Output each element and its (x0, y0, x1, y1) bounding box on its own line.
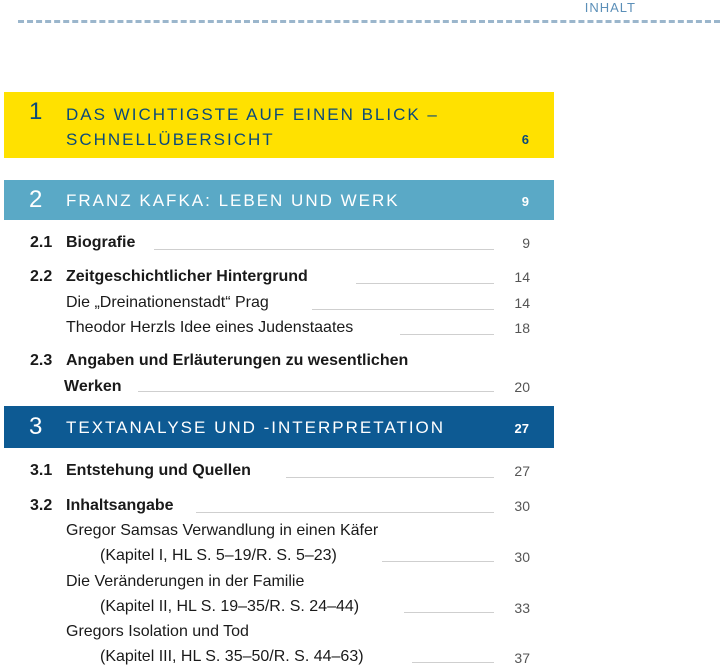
chapter-number: 2 (29, 186, 43, 213)
leader-line (312, 309, 494, 310)
page-number: 30 (514, 549, 530, 565)
page-number: 14 (514, 269, 530, 285)
chapter-3-banner[interactable] (4, 406, 554, 448)
section-title: Entstehung und Quellen (66, 462, 251, 479)
section-number: 3.2 (30, 497, 53, 514)
subentry-title-line-1: Gregor Samsas Verwandlung in einen Käfer (66, 522, 379, 539)
subentry-title-line-1: Gregors Isolation und Tod (66, 623, 249, 640)
subentry-title: Theodor Herzls Idee eines Judenstaates (66, 319, 354, 336)
header-label: INHALT (584, 0, 636, 15)
page-number: 27 (514, 463, 530, 479)
header-dashed-rule (18, 20, 720, 23)
section-title-line-2: Werken (64, 378, 122, 395)
toc-entry-2-3[interactable] (0, 350, 530, 398)
section-number: 2.2 (30, 268, 53, 285)
page-number: 9 (522, 235, 530, 251)
leader-line (138, 391, 494, 392)
chapter-page: 27 (514, 421, 529, 436)
chapter-title: TEXTANALYSE UND -INTERPRETATION (66, 418, 446, 437)
chapter-title-line-2: SCHNELLÜBERSICHT (66, 130, 275, 149)
chapter-title (66, 102, 439, 152)
leader-line (286, 477, 494, 478)
toc-subentry[interactable] (0, 571, 530, 619)
chapter-title-line-1: DAS WICHTIGSTE AUF EINEN BLICK – (66, 105, 439, 124)
page-number: 20 (514, 379, 530, 395)
section-number: 2.3 (30, 352, 53, 369)
section-number: 3.1 (30, 462, 53, 479)
leader-line (404, 612, 494, 613)
leader-line (154, 249, 494, 250)
toc-subentry[interactable] (0, 621, 530, 669)
page-number: 37 (514, 650, 530, 666)
chapter-1-banner[interactable] (4, 92, 554, 158)
leader-line (400, 334, 494, 335)
toc-entry-3-1[interactable] (0, 460, 530, 484)
subentry-title-line-2: (Kapitel II, HL S. 19–35/R. S. 24–44) (100, 598, 360, 615)
toc-entry-2-1[interactable] (0, 232, 530, 256)
page-number: 14 (514, 295, 530, 311)
chapter-number: 1 (29, 98, 43, 125)
toc-entry-3-2[interactable] (0, 495, 530, 519)
leader-line (196, 512, 494, 513)
chapter-title: FRANZ KAFKA: LEBEN UND WERK (66, 191, 400, 210)
chapter-page: 6 (521, 132, 529, 147)
leader-line (382, 561, 494, 562)
subentry-title-line-1: Die Veränderungen in der Familie (66, 573, 305, 590)
leader-line (356, 283, 494, 284)
page-number: 33 (514, 600, 530, 616)
subentry-title-line-2: (Kapitel I, HL S. 5–19/R. S. 5–23) (100, 547, 337, 564)
section-title: Zeitgeschichtlicher Hintergrund (66, 268, 308, 285)
chapter-2-banner[interactable] (4, 180, 554, 220)
chapter-page: 9 (521, 194, 529, 209)
subentry-title-line-2: (Kapitel III, HL S. 35–50/R. S. 44–63) (100, 648, 364, 665)
page-number: 30 (514, 498, 530, 514)
toc-subentry[interactable] (0, 292, 530, 316)
section-title: Biografie (66, 234, 136, 251)
chapter-number: 3 (29, 413, 43, 440)
subentry-title: Die „Dreinationenstadt“ Prag (66, 294, 269, 311)
toc-subentry[interactable] (0, 317, 530, 341)
section-number: 2.1 (30, 234, 53, 251)
section-title: Inhaltsangabe (66, 497, 174, 514)
toc-entry-2-2[interactable] (0, 266, 530, 290)
toc-subentry[interactable] (0, 520, 530, 568)
section-title-line-1: Angaben und Erläuterungen zu wesentlichen (66, 352, 409, 369)
leader-line (412, 662, 494, 663)
page-number: 18 (514, 320, 530, 336)
